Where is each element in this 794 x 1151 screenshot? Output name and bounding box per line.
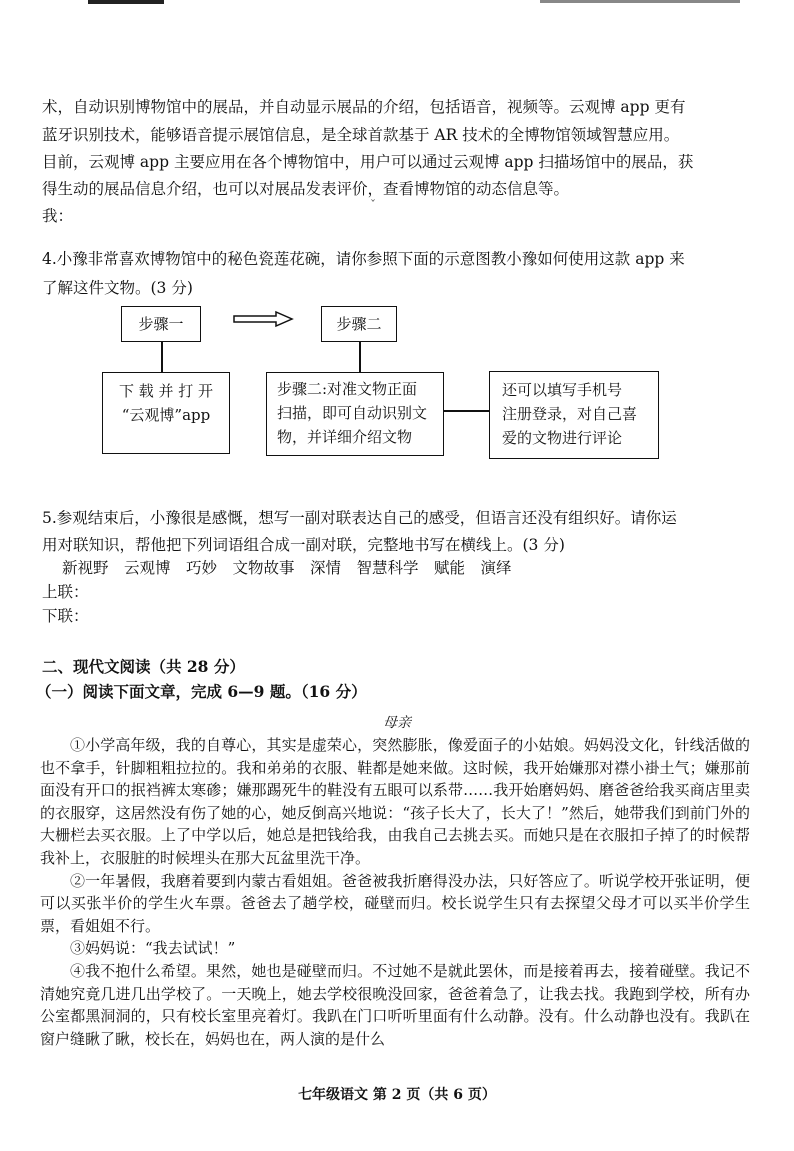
right-arrow-icon <box>232 310 294 328</box>
q5-line-1: 5.参观结束后，小豫很是感慨，想写一副对联表达自己的感受，但语言还没有组织好。请你运 <box>42 509 677 527</box>
essay-paragraph-2: ②一年暑假，我磨着要到内蒙古看姐姐。爸爸被我折磨得没办法，只好答应了。听说学校开张证明，便可以买张半价的学生火车票。爸爸去了趟学校，碰壁而归。校长说学生只有去探望父母才可以买半价学生票，看姐姐不行。 <box>40 871 750 935</box>
step2-label: 步骤二 <box>336 315 382 333</box>
connector-step1 <box>161 342 163 372</box>
essay-paragraph-3: ③妈妈说：“我去试试！” <box>70 939 236 958</box>
q5-word-list: 新视野 云观博 巧妙 文物故事 深情 智慧科学 赋能 演绎 <box>62 559 512 577</box>
section-heading: 二、现代文阅读（共 28 分） <box>42 657 245 676</box>
q5-line-2: 用对联知识，帮他把下列词语组合成一副对联，完整地书写在横线上。(3 分) <box>42 536 565 554</box>
connector-step2 <box>359 342 361 372</box>
step2-detail-line-3: 物，并详细介绍文物 <box>277 428 413 446</box>
step3-detail-box <box>489 371 659 459</box>
connector-box2-box3 <box>444 410 489 412</box>
step1-detail-box <box>102 372 230 454</box>
step3-detail-line-1: 还可以填写手机号 <box>502 381 623 399</box>
essay-paragraph-4: ④我不抱什么希望。果然，她也是碰壁而归。不过她不是就此罢休，而是接着再去，接着碰壁。我记不清她究竟几进几出学校了。一天晚上，她去学校很晚没回家，爸爸着急了，让我去找。我跑到学校，所有办公室都黑洞洞的，只有校长室里亮着灯。我趴在门口听听里面有什么动静。没有。什么动静也没有。我趴在窗户缝瞅了瞅，校长在，妈妈也在，两人演的是什么 <box>40 961 750 1048</box>
scan-mark-left <box>88 0 164 4</box>
step3-detail-line-2: 注册登录，对自己喜 <box>502 405 638 423</box>
q4-line-2: 了解这件文物。(3 分) <box>42 279 193 297</box>
section-sub-heading: （一）阅读下面文章，完成 6—9 题。（16 分） <box>36 682 367 701</box>
step2-detail-line-2: 扫描，即可自动识别文 <box>277 404 428 422</box>
step2-detail-box <box>266 372 444 456</box>
answer-label-me: 我： <box>42 207 74 225</box>
upper-couplet-label: 上联： <box>42 583 89 601</box>
scan-mark-right <box>540 0 740 3</box>
intro-line-4: 得生动的展品信息介绍，也可以对展品发表评价，查看博物馆的动态信息等。 <box>42 180 570 198</box>
intro-line-3: 目前，云观博 app 主要应用在各个博物馆中，用户可以通过云观博 app 扫描场馆中的展品，获 <box>42 153 694 171</box>
essay-title: 母亲 <box>383 715 411 731</box>
step2-detail-line-1: 步骤二:对准文物正面 <box>277 380 418 398</box>
step2-box <box>321 306 397 342</box>
q4-line-1: 4.小豫非常喜欢博物馆中的秘色瓷莲花碗，请你参照下面的示意图教小豫如何使用这款 app 来 <box>42 250 685 268</box>
step3-detail-line-3: 爱的文物进行评论 <box>502 429 623 447</box>
step1-detail-line-1: 下 载 并 打 开 <box>118 382 214 400</box>
page-footer: 七年级语文 第 2 页（共 6 页） <box>298 1087 496 1103</box>
intro-line-2: 蓝牙识别技术，能够语音提示展馆信息，是全球首款基于 AR 技术的全博物馆领域智慧应用。 <box>42 126 680 144</box>
step1-detail-line-2: “云观博”app <box>121 406 211 424</box>
essay-paragraph-1: ①小学高年级，我的自尊心，其实是虚荣心，突然膨胀，像爱面子的小姑娘。妈妈没文化，针线活做的也不拿手，针脚粗粗拉拉的。我和弟弟的衣服、鞋都是她来做。这时候，我开始嫌那对襟小褂土气；嫌那前面没有开口的抿裆裤太寒碜；嫌那踢死牛的鞋没有五眼可以系带……我开始磨妈妈、磨爸爸给我买商店里卖的衣服穿，这居然没有伤了她的心，她反倒高兴地说：“孩子长大了，长大了！”然后，她带我们到前门外的大栅栏去买衣服。上了中学以后，她总是把钱给我，由我自己去挑去买。而她只是在衣服扣子掉了的时候帮我补上，衣服脏的时候埋头在那大瓦盆里洗干净。 <box>40 736 750 867</box>
intro-line-1: 术，自动识别博物馆中的展品，并自动显示展品的介绍，包括语音，视频等。云观博 app 更有 <box>42 98 686 116</box>
step1-box <box>121 306 201 342</box>
pen-mark: ˇ <box>370 198 376 212</box>
lower-couplet-label: 下联： <box>42 607 89 625</box>
step1-label: 步骤一 <box>138 315 184 333</box>
essay-body <box>40 734 750 1050</box>
